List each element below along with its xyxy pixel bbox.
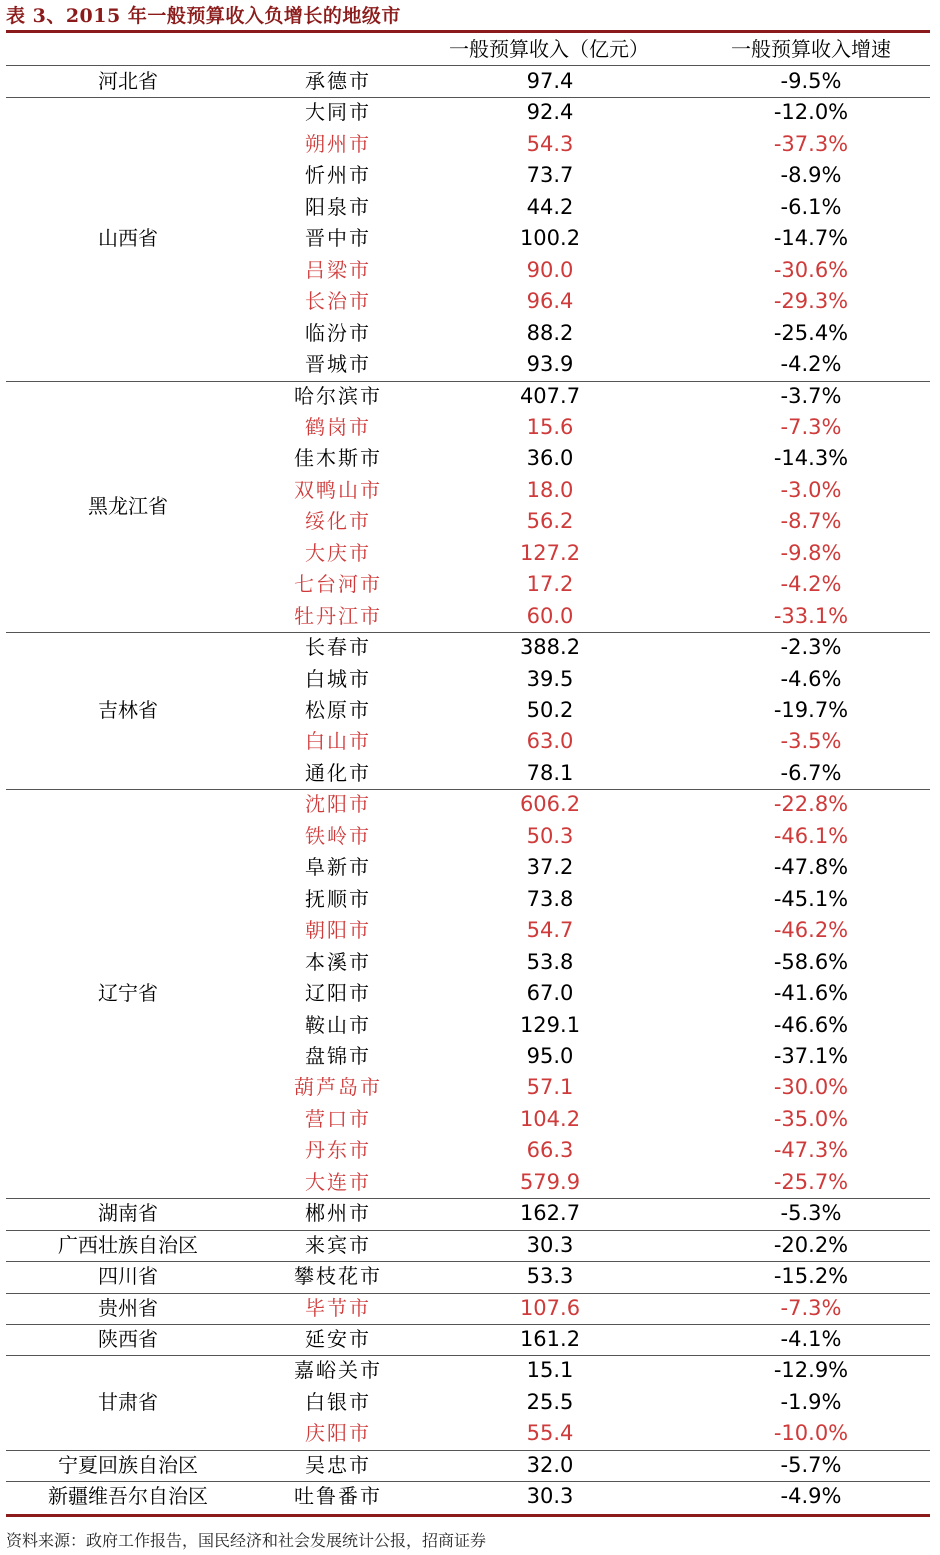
city-cell: 长春市: [305, 635, 371, 660]
revenue-cell: 32.0: [526, 1452, 574, 1477]
province-cell: 四川省: [98, 1264, 158, 1289]
growth-cell: -25.7%: [773, 1169, 849, 1194]
revenue-cell: 73.8: [526, 886, 574, 911]
city-cell: 白城市: [305, 666, 371, 691]
growth-cell: -5.7%: [780, 1452, 842, 1477]
province-cell: 黑龙江省: [88, 493, 168, 518]
revenue-cell: 17.2: [526, 572, 574, 597]
revenue-cell: 606.2: [519, 792, 581, 817]
group-divider: [6, 1355, 930, 1356]
city-cell: 松原市: [305, 698, 371, 722]
growth-cell: -7.3%: [780, 1295, 842, 1320]
province-cell: 陕西省: [98, 1327, 158, 1351]
city-cell: 大庆市: [305, 540, 371, 565]
growth-cell: -46.1%: [773, 823, 849, 848]
group-divider: [6, 1324, 930, 1325]
revenue-cell: 96.4: [526, 289, 574, 314]
group-divider: [6, 1198, 930, 1199]
growth-cell: -41.6%: [773, 981, 849, 1006]
city-cell: 哈尔滨市: [294, 383, 382, 408]
city-cell: 七台河市: [294, 572, 382, 597]
growth-cell: -25.4%: [773, 320, 849, 345]
city-cell: 朝阳市: [305, 918, 371, 943]
growth-cell: -3.5%: [780, 729, 842, 754]
group-divider: [6, 1230, 930, 1231]
growth-cell: -20.2%: [773, 1232, 849, 1257]
growth-cell: -30.0%: [773, 1075, 849, 1100]
city-cell: 大同市: [305, 100, 371, 125]
header-growth: 一般预算收入增速: [731, 37, 891, 61]
city-cell: 营口市: [305, 1106, 371, 1131]
city-cell: 大连市: [305, 1169, 371, 1194]
city-cell: 本溪市: [305, 949, 371, 974]
group-divider: [6, 381, 930, 382]
revenue-cell: 97.4: [526, 69, 574, 93]
growth-cell: -8.9%: [780, 163, 842, 188]
revenue-cell: 53.3: [526, 1264, 574, 1289]
revenue-cell: 60.0: [526, 603, 574, 628]
city-cell: 来宾市: [305, 1232, 371, 1257]
city-cell: 朔州市: [305, 131, 371, 156]
growth-cell: -15.2%: [773, 1264, 849, 1289]
revenue-cell: 162.7: [519, 1201, 581, 1226]
growth-cell: -14.7%: [773, 226, 849, 251]
city-cell: 吴忠市: [305, 1452, 371, 1477]
group-divider: [6, 1261, 930, 1262]
revenue-cell: 407.7: [519, 383, 581, 408]
growth-cell: -58.6%: [773, 949, 849, 974]
table-title: 表 3、2015 年一般预算收入负增长的地级市: [6, 5, 401, 27]
city-cell: 鹤岗市: [305, 414, 371, 439]
growth-cell: -9.5%: [780, 69, 842, 93]
revenue-cell: 73.7: [526, 163, 574, 188]
header-rule: [6, 65, 930, 66]
city-cell: 白银市: [305, 1389, 371, 1414]
city-cell: 盘锦市: [305, 1043, 371, 1068]
revenue-cell: 54.3: [526, 131, 574, 156]
province-cell: 辽宁省: [98, 981, 158, 1006]
revenue-cell: 30.3: [526, 1484, 574, 1509]
growth-cell: -4.9%: [780, 1484, 842, 1509]
city-cell: 抚顺市: [305, 886, 371, 911]
revenue-cell: 55.4: [526, 1421, 574, 1446]
growth-cell: -5.3%: [780, 1201, 842, 1226]
city-cell: 嘉峪关市: [294, 1358, 382, 1383]
city-cell: 双鸭山市: [294, 477, 382, 502]
revenue-cell: 78.1: [526, 760, 574, 785]
city-cell: 阳泉市: [305, 194, 371, 219]
city-cell: 通化市: [305, 760, 371, 785]
table-top-rule: [6, 30, 930, 33]
group-divider: [6, 632, 930, 633]
revenue-cell: 579.9: [519, 1169, 581, 1194]
revenue-cell: 15.1: [526, 1358, 574, 1383]
revenue-cell: 161.2: [519, 1327, 581, 1351]
revenue-cell: 50.2: [526, 698, 574, 722]
table-bottom-rule: [6, 1514, 930, 1517]
growth-cell: -46.2%: [773, 918, 849, 943]
revenue-cell: 127.2: [519, 540, 581, 565]
growth-cell: -12.9%: [773, 1358, 849, 1383]
growth-cell: -4.6%: [780, 666, 842, 691]
growth-cell: -35.0%: [773, 1106, 849, 1131]
revenue-cell: 39.5: [526, 666, 574, 691]
revenue-cell: 36.0: [526, 446, 574, 471]
city-cell: 牡丹江市: [294, 603, 382, 628]
province-cell: 山西省: [98, 226, 158, 251]
revenue-cell: 18.0: [526, 477, 574, 502]
province-cell: 湖南省: [98, 1201, 158, 1226]
province-cell: 甘肃省: [98, 1389, 158, 1414]
city-cell: 郴州市: [305, 1201, 371, 1226]
growth-cell: -9.8%: [780, 540, 842, 565]
city-cell: 白山市: [305, 729, 371, 754]
growth-cell: -45.1%: [773, 886, 849, 911]
city-cell: 阜新市: [305, 855, 371, 880]
growth-cell: -22.8%: [773, 792, 849, 817]
city-cell: 晋城市: [305, 352, 371, 377]
growth-cell: -6.1%: [780, 194, 842, 219]
province-cell: 广西壮族自治区: [58, 1232, 198, 1257]
growth-cell: -14.3%: [773, 446, 849, 471]
revenue-cell: 37.2: [526, 855, 574, 880]
growth-cell: -46.6%: [773, 1012, 849, 1037]
revenue-cell: 25.5: [526, 1389, 574, 1414]
growth-cell: -47.3%: [773, 1138, 849, 1163]
city-cell: 晋中市: [305, 226, 371, 251]
city-cell: 丹东市: [305, 1138, 371, 1163]
growth-cell: -37.1%: [773, 1043, 849, 1068]
city-cell: 吐鲁番市: [294, 1484, 382, 1509]
growth-cell: -4.1%: [780, 1327, 842, 1351]
revenue-cell: 100.2: [519, 226, 581, 251]
revenue-cell: 92.4: [526, 100, 574, 125]
province-cell: 贵州省: [98, 1295, 158, 1320]
province-cell: 新疆维吾尔自治区: [48, 1484, 208, 1509]
city-cell: 绥化市: [305, 509, 371, 534]
group-divider: [6, 1450, 930, 1451]
revenue-cell: 57.1: [526, 1075, 574, 1100]
city-cell: 吕梁市: [305, 257, 371, 282]
growth-cell: -10.0%: [773, 1421, 849, 1446]
city-cell: 辽阳市: [305, 981, 371, 1006]
revenue-cell: 93.9: [526, 352, 574, 377]
group-divider: [6, 97, 930, 98]
growth-cell: -30.6%: [773, 257, 849, 282]
city-cell: 沈阳市: [305, 792, 371, 817]
growth-cell: -8.7%: [780, 509, 842, 534]
growth-cell: -29.3%: [773, 289, 849, 314]
revenue-cell: 54.7: [526, 918, 574, 943]
city-cell: 毕节市: [305, 1295, 371, 1320]
revenue-cell: 44.2: [526, 194, 574, 219]
city-cell: 葫芦岛市: [294, 1075, 382, 1100]
city-cell: 临汾市: [305, 320, 371, 345]
city-cell: 铁岭市: [305, 823, 371, 848]
group-divider: [6, 789, 930, 790]
growth-cell: -1.9%: [780, 1389, 842, 1414]
revenue-cell: 50.3: [526, 823, 574, 848]
revenue-cell: 53.8: [526, 949, 574, 974]
revenue-cell: 88.2: [526, 320, 574, 345]
province-cell: 宁夏回族自治区: [58, 1452, 198, 1477]
city-cell: 长治市: [305, 289, 371, 314]
growth-cell: -7.3%: [780, 414, 842, 439]
growth-cell: -12.0%: [773, 100, 849, 125]
revenue-cell: 63.0: [526, 729, 574, 754]
growth-cell: -2.3%: [780, 635, 842, 660]
revenue-cell: 66.3: [526, 1138, 574, 1163]
revenue-cell: 67.0: [526, 981, 574, 1006]
source-note: 资料来源：政府工作报告，国民经济和社会发展统计公报，招商证券: [6, 1531, 487, 1550]
growth-cell: -47.8%: [773, 855, 849, 880]
province-cell: 吉林省: [98, 698, 158, 722]
province-cell: 河北省: [98, 69, 158, 93]
city-cell: 忻州市: [305, 163, 371, 188]
revenue-cell: 104.2: [519, 1106, 581, 1131]
city-cell: 庆阳市: [305, 1421, 371, 1446]
growth-cell: -6.7%: [780, 760, 842, 785]
city-cell: 承德市: [305, 69, 371, 93]
growth-cell: -4.2%: [780, 572, 842, 597]
growth-cell: -33.1%: [773, 603, 849, 628]
city-cell: 鞍山市: [305, 1012, 371, 1037]
city-cell: 攀枝花市: [294, 1264, 382, 1289]
revenue-cell: 56.2: [526, 509, 574, 534]
city-cell: 延安市: [305, 1327, 371, 1351]
group-divider: [6, 1481, 930, 1482]
city-cell: 佳木斯市: [294, 446, 382, 471]
revenue-cell: 90.0: [526, 257, 574, 282]
revenue-cell: 30.3: [526, 1232, 574, 1257]
header-revenue: 一般预算收入（亿元）: [449, 37, 649, 61]
revenue-cell: 388.2: [519, 635, 581, 660]
revenue-cell: 129.1: [519, 1012, 581, 1037]
growth-cell: -19.7%: [773, 698, 849, 722]
revenue-cell: 15.6: [526, 414, 574, 439]
revenue-cell: 107.6: [519, 1295, 581, 1320]
group-divider: [6, 1293, 930, 1294]
growth-cell: -3.0%: [780, 477, 842, 502]
growth-cell: -4.2%: [780, 352, 842, 377]
revenue-cell: 95.0: [526, 1043, 574, 1068]
growth-cell: -37.3%: [773, 131, 849, 156]
growth-cell: -3.7%: [780, 383, 842, 408]
